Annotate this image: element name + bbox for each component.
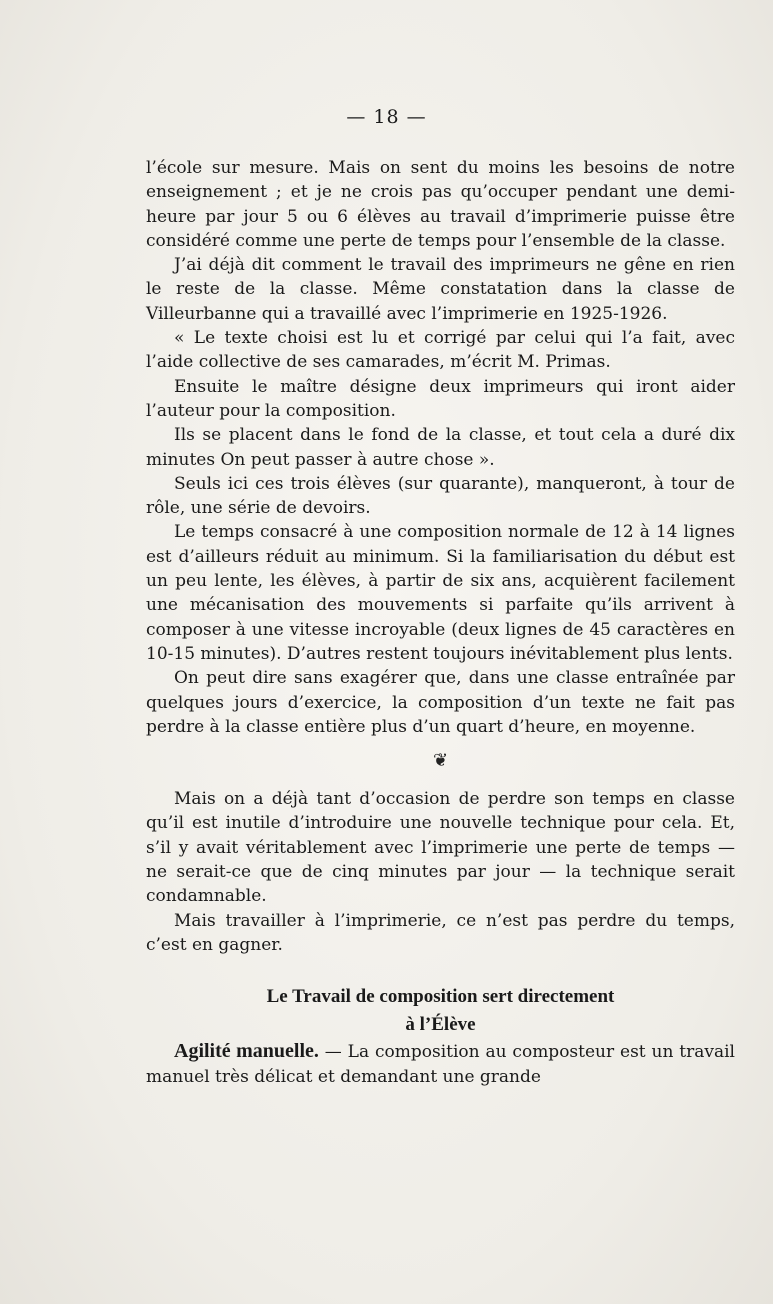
section-heading bbox=[146, 983, 735, 1039]
run-in-heading: Agilité manuelle. bbox=[174, 1040, 319, 1063]
fleuron-ornament-icon: ❦ bbox=[432, 750, 449, 772]
paragraph: Mais travailler à l’imprimerie, ce n’est pas perdre du temps, c’est en gagner. bbox=[146, 910, 735, 955]
subsection-paragraph bbox=[146, 1039, 735, 1089]
section-heading-line-1: Le Travail de composition sert directement bbox=[266, 986, 615, 1008]
paragraph: Seuls ici ces trois élèves (sur quarante), manqueront, à tour de rôle, une série de devoirs. bbox=[146, 473, 735, 519]
paragraph: Le temps consacré à une composition normale de 12 à 14 lignes est d’ailleurs réduit au minimum. Si la familiarisation du début est un peu lente, les élèves, à partir de six ans, acquièrent facilement une mécanisation des mouvements si parfaite qu’ils arrivent à composer à une vitesse incroyable (deux lignes de 45 caractères en 10-15 minutes). D’autres restent toujours inévitablement plus lents. bbox=[146, 522, 735, 664]
paragraph: Mais on a déjà tant d’occasion de perdre son temps en classe qu’il est inutile d’introduire une nouvelle technique pour cela. Et, s’il y avait véritablement avec l’imprimerie une perte de temps — ne serait-ce que de cinq minutes par jour — la technique serait condamnable. bbox=[146, 789, 735, 907]
subsection-text: — La composition au composteur est un travail manuel très délicat et demandant une grande bbox=[146, 1042, 735, 1087]
paragraph: « Le texte choisi est lu et corrigé par celui qui l’a fait, avec l’aide collective de ses camarades, m’écrit M. Primas. bbox=[146, 328, 735, 373]
section-heading-line-2: à l’Élève bbox=[405, 1014, 476, 1036]
paragraph: l’école sur mesure. Mais on sent du moins les besoins de notre enseignement ; et je ne crois pas qu’occuper pendant une demi-heure par jour 5 ou 6 élèves au travail d’imprimerie puisse être considéré comme une perte de temps pour l’ensemble de la classe. bbox=[146, 158, 735, 251]
paragraph: On peut dire sans exagérer que, dans une classe entraînée par quelques jours d’exercice, la composition d’un texte ne fait pas perdre à la classe entière plus d’un quart d’heure, en moyenne. bbox=[146, 668, 735, 737]
page-number: — 18 — bbox=[346, 106, 427, 128]
paragraph: Ils se placent dans le fond de la classe, et tout cela a duré dix minutes On peut passer à autre chose ». bbox=[146, 425, 735, 470]
paragraph: Ensuite le maître désigne deux imprimeurs qui iront aider l’auteur pour la composition. bbox=[146, 376, 735, 421]
paragraph: J’ai déjà dit comment le travail des imprimeurs ne gêne en rien le reste de la classe. Même constatation dans la classe de Villeurbanne qui a travaillé avec l’imprimerie en 1925-1926. bbox=[146, 255, 735, 324]
body-text bbox=[146, 156, 735, 1089]
